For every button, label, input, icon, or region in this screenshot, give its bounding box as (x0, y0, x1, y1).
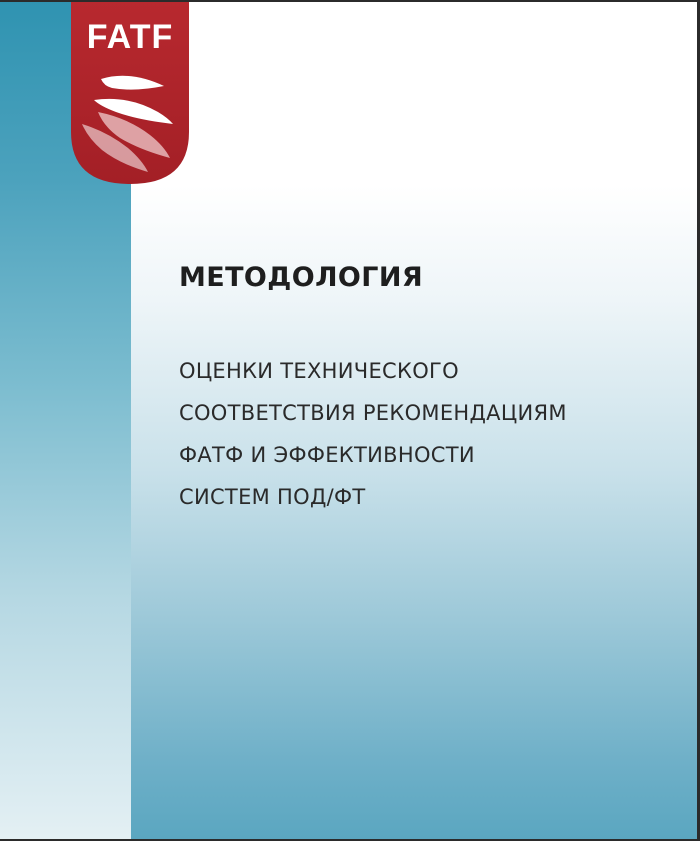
document-subtitle (179, 350, 679, 518)
logo-text: FATF (86, 18, 174, 56)
subtitle-line: СООТВЕТСТВИЯ РЕКОМЕНДАЦИЯМ (179, 401, 567, 425)
frame-border-top (0, 0, 700, 2)
document-title: МЕТОДОЛОГИЯ (179, 262, 424, 293)
subtitle-line: ОЦЕНКИ ТЕХНИЧЕСКОГО (179, 359, 459, 383)
subtitle-line: ФАТФ И ЭФФЕКТИВНОСТИ (179, 443, 475, 467)
fatf-logo (68, 0, 192, 184)
subtitle-line: СИСТЕМ ПОД/ФТ (179, 485, 366, 509)
fatf-shield-icon (68, 0, 192, 184)
